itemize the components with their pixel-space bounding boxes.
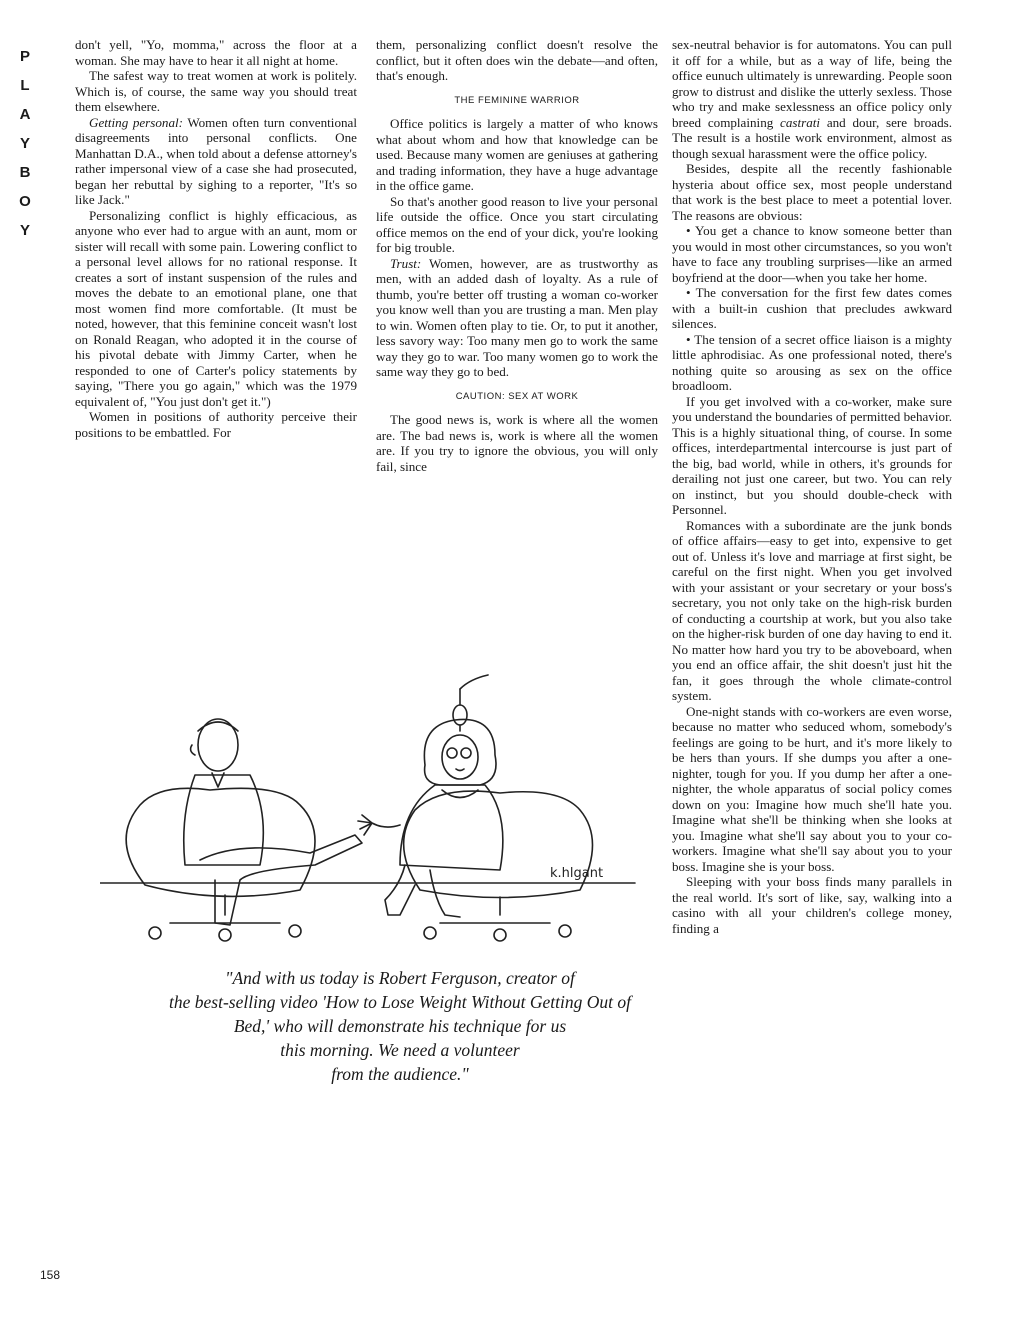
side-label-letter: B: [19, 164, 31, 181]
paragraph-body: Women often turn conventional disagreements into personal conflicts. One Manhattan D.A., when told about a defense attorney's rather impersonal view of a case she had prosecuted, began her rebuttal by sighing to a reporter, "It's so like Jack.": [75, 114, 357, 207]
bullet-item: • The tension of a secret office liaison is a mighty little aphrodisiac. As one professional noted, there's nothing quite so arousing as sex on the office broadloom.: [672, 331, 952, 393]
paragraph-body: sex-neutral behavior is for automatons. You can pull it off for a while, but as a way of life, being the office eunuch ultimately is unrewarding. People soon grow to distrust and dislike the utterly sexless. Those who try and make sexlessness an office policy only breed complaining: [672, 37, 952, 130]
paragraph: The good news is, work is where all the women are. The bad news is, work is where all the women are. If you try to ignore the obvious, you will only fail, since: [376, 412, 658, 474]
paragraph: Besides, despite all the recently fashionable hysteria about office sex, most people understand that work is the best place to meet a potential lover. The reasons are obvious:: [672, 161, 952, 223]
caption-line: this morning. We need a volunteer: [280, 1040, 520, 1060]
paragraph: [75, 115, 357, 208]
bullet-item: • The conversation for the first few dates comes with a built-in cushion that precludes awkward silences.: [672, 285, 952, 331]
cartoon-illustration: [100, 665, 660, 965]
paragraph: Sleeping with your boss finds many parallels in the real world. It's sort of like, say, walking into a casino with all your children's college money, finding a: [672, 874, 952, 936]
paragraph: If you get involved with a co-worker, make sure you understand the boundaries of permitted behavior. This is a highly situational thing, of course. In some offices, interdepartmental intercourse is just part of the big, bad world, while in others, it's grounds for derailing not just one career, but two. You can rely on instinct, but you should double-check with Personnel.: [672, 393, 952, 517]
side-label-letter: P: [19, 48, 30, 65]
side-label-letter: A: [19, 106, 31, 123]
paragraph: them, personalizing conflict doesn't resolve the conflict, but it often does win the debate—and often, that's enough.: [376, 37, 658, 83]
section-subhead: CAUTION: SEX AT WORK: [455, 390, 579, 402]
caption-line: "And with us today is Robert Ferguson, creator of: [225, 968, 575, 988]
microphone-boom: [460, 675, 488, 689]
paragraph: Women in positions of authority perceive their positions to be embattled. For: [75, 409, 357, 440]
paragraph: [672, 37, 952, 161]
paragraph: Office politics is largely a matter of who knows what about whom and how that knowledge can be used. Because many women are geniuses at gathering and trading information, they have a huge advantage in the office game.: [376, 116, 658, 193]
woman-head: [442, 735, 478, 779]
left-chair: [126, 788, 315, 896]
side-label-letter: Y: [19, 222, 30, 239]
microphone-icon: [453, 705, 467, 725]
side-label-letter: O: [19, 193, 31, 210]
woman-body: [400, 785, 503, 870]
text-column-2: [376, 37, 658, 474]
text-column-3: [672, 37, 952, 1287]
magazine-side-label: [14, 42, 36, 245]
paragraph: The safest way to treat women at work is politely. Which is, of course, the same way you should treat them elsewhere.: [75, 68, 357, 114]
paragraph: One-night stands with co-workers are even worse, because no matter who seduced whom, somebody's feelings are going to be hurt, and it's more likely to be hers than yours. If she dumps you after a one-nighter, tough for you. If you dump her after a one-nighter, the whole apparatus of social policy comes down on you: Imagine how much she'll hate you. Imagine what she'll be thinking when she looks at you. Imagine what she'll say about you to your co-workers. Imagine what she'll say about you to your boss. Imagine she is your boss.: [672, 703, 952, 874]
cartoon-caption: [140, 966, 660, 1086]
paragraph: don't yell, "Yo, momma," across the floor at a woman. She may have to hear it all night at home.: [75, 37, 357, 68]
paragraph-body: Women, however, are as trustworthy as men, with an added dash of loyalty. As a rule of thumb, you're better off trusting a woman co-worker you know well than you are trusting a man. Men play to win. Women often play to tie. Or, to put it another, less savory way: Too many men go to work the same way they go to war. Too many women go to work the same way they go to bed.: [376, 255, 658, 379]
page-number: 158: [40, 1268, 61, 1282]
woman-hand: [358, 815, 400, 835]
artist-signature: k.hlgant: [550, 866, 604, 881]
text-column-1: [75, 37, 357, 440]
caption-line: the best-selling video 'How to Lose Weight Without Getting Out of: [169, 992, 631, 1012]
paragraph: So that's another good reason to live your personal life outside the office. Once you start circulating office memos on the end of your dick, you're looking for big trouble.: [376, 193, 658, 255]
side-label-letter: L: [20, 77, 30, 94]
side-label-letter: Y: [19, 135, 30, 152]
bullet-item: • You get a chance to know someone better than you would in most other circumstances, so you won't have to face any troubling surprises—like an armed boyfriend at the door—when you take her home.: [672, 223, 952, 285]
paragraph-lead: Getting personal:: [89, 114, 184, 130]
emphasis: castrati: [780, 114, 821, 130]
paragraph: [376, 256, 658, 380]
caption-line: from the audience.": [331, 1064, 469, 1084]
paragraph: Romances with a subordinate are the junk bonds of office affairs—easy to get into, expensive to get out of. Unless it's love and marriage at first sight, be careful on the first night. When you get involved with your assistant or your secretary or your boss's secretary, you not only take on the high-risk burden of conducting a courtship at work, but you also take on the higher-risk burden of one day having to end it. No matter how hard you try to be aboveboard, when you end an office affair, the shit doesn't just hit the fan, it goes through the whole climate-control system.: [672, 517, 952, 703]
paragraph-lead: Trust:: [390, 255, 422, 271]
caption-line: Bed,' who will demonstrate his technique for us: [233, 1016, 567, 1036]
section-subhead: THE FEMININE WARRIOR: [454, 94, 580, 106]
paragraph: Personalizing conflict is highly efficacious, as anyone who ever had to argue with an aunt, mom or sister will recall with some pain. Lowering conflict to a personal level allows for no rational response. It creates a sort of instant suspension of the rules and moves the debate to an emotional plane, one that most women find more comfortable. (It must be noted, however, that this feminine conceit wasn't lost on Ronald Reagan, who adopted it in the course of his pivotal debate with Jimmy Carter, when he responded to one of Carter's policy statements by saying, "There you go again," which was the 1979 equivalent of, "You just don't get it."): [75, 207, 357, 409]
paragraph-body: and dour, sere broads. The result is a hostile work environment, almost as though sexual harassment were the office policy.: [672, 114, 952, 161]
